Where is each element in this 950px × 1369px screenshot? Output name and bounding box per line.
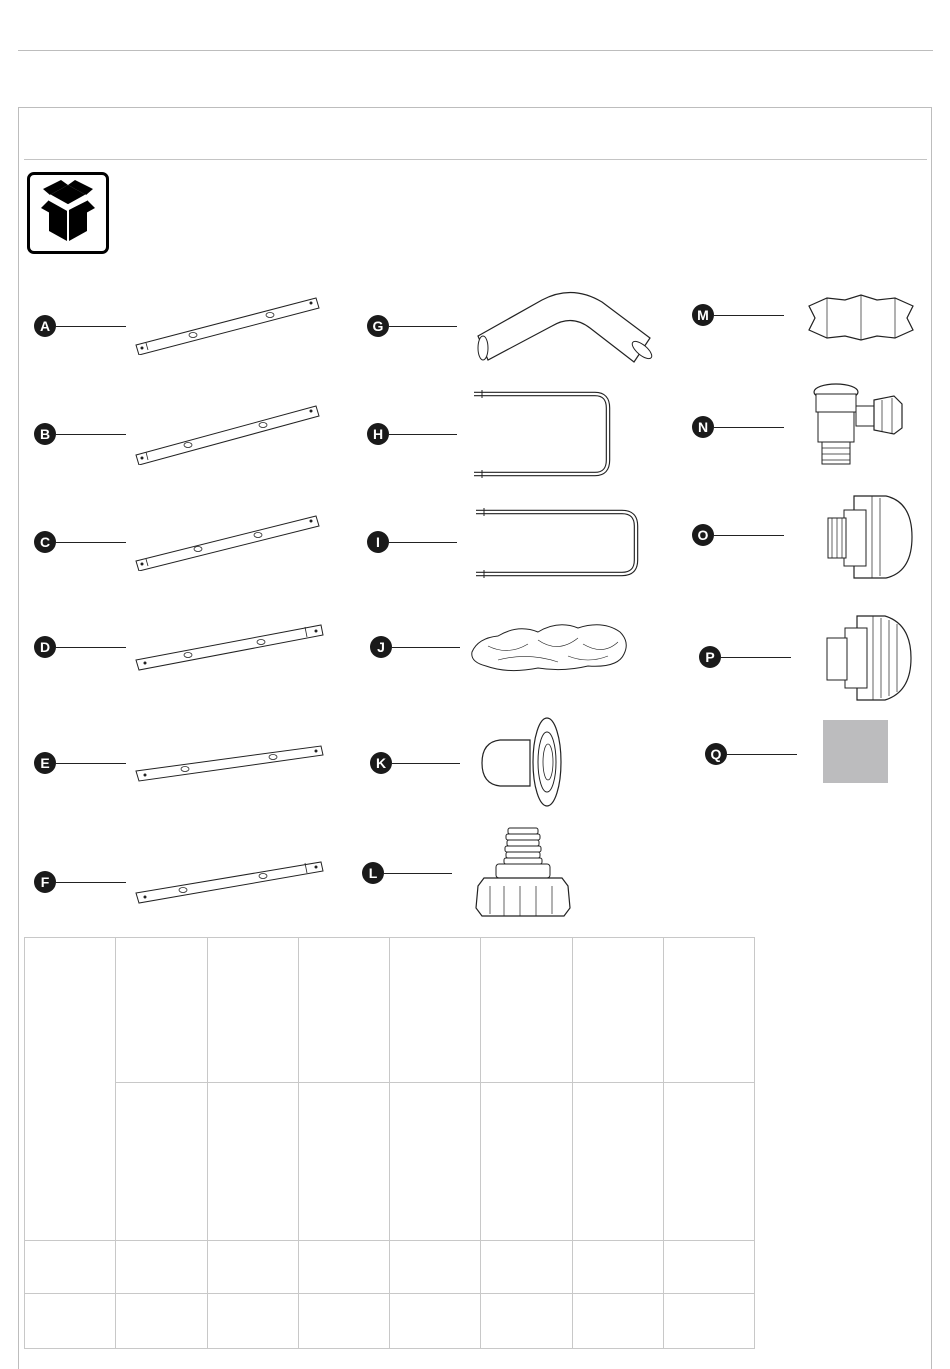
part-label-badge: O bbox=[692, 524, 714, 546]
table-cell bbox=[207, 1294, 298, 1349]
table-cell bbox=[481, 1083, 572, 1241]
leader-line bbox=[714, 535, 784, 536]
part-label-badge: C bbox=[34, 531, 56, 553]
leader-line bbox=[384, 873, 452, 874]
table-cell bbox=[390, 1241, 481, 1294]
table-row bbox=[25, 1294, 755, 1349]
table-cell bbox=[572, 1241, 663, 1294]
leader-line bbox=[714, 315, 784, 316]
table-cell bbox=[572, 1083, 663, 1241]
table-row bbox=[25, 938, 755, 1083]
leader-line bbox=[389, 542, 457, 543]
leader-line bbox=[56, 647, 126, 648]
rail-drawing bbox=[133, 513, 323, 571]
elbow-hose-drawing bbox=[472, 288, 657, 368]
table-cell bbox=[298, 1241, 389, 1294]
table-cell bbox=[298, 1294, 389, 1349]
table-cell bbox=[25, 938, 116, 1241]
rail-drawing bbox=[133, 743, 328, 785]
part-label-badge: H bbox=[367, 423, 389, 445]
part-label-badge: L bbox=[362, 862, 384, 884]
part-label-badge: F bbox=[34, 871, 56, 893]
table-cell bbox=[481, 1294, 572, 1349]
part-label-badge: K bbox=[370, 752, 392, 774]
table-cell bbox=[25, 1241, 116, 1294]
rail-drawing bbox=[133, 622, 328, 672]
table-cell bbox=[390, 938, 481, 1083]
part-label-badge: D bbox=[34, 636, 56, 658]
part-label-badge: B bbox=[34, 423, 56, 445]
table-cell bbox=[116, 938, 207, 1083]
table-cell bbox=[390, 1294, 481, 1349]
part-label-badge: A bbox=[34, 315, 56, 337]
part-label-badge: E bbox=[34, 752, 56, 774]
table-cell bbox=[207, 1083, 298, 1241]
table-cell bbox=[298, 938, 389, 1083]
strainer-connector-drawing bbox=[823, 610, 915, 706]
table-cell bbox=[25, 1294, 116, 1349]
table-cell bbox=[572, 1294, 663, 1349]
leader-line bbox=[392, 763, 460, 764]
table-cell bbox=[572, 938, 663, 1083]
leader-line bbox=[389, 326, 457, 327]
table-row bbox=[25, 1083, 755, 1241]
leader-line bbox=[56, 763, 126, 764]
rail-drawing bbox=[133, 403, 323, 465]
top-rule bbox=[18, 50, 933, 51]
part-label-badge: I bbox=[367, 531, 389, 553]
table-cell bbox=[116, 1294, 207, 1349]
leader-line bbox=[392, 647, 460, 648]
table-cell bbox=[481, 938, 572, 1083]
leader-line bbox=[56, 882, 126, 883]
drain-cap-drawing bbox=[805, 292, 917, 342]
table-cell bbox=[207, 938, 298, 1083]
table-cell bbox=[663, 1083, 754, 1241]
table-cell bbox=[663, 1294, 754, 1349]
table-cell bbox=[663, 1241, 754, 1294]
rail-drawing bbox=[133, 295, 323, 355]
part-label-badge: J bbox=[370, 636, 392, 658]
leader-line bbox=[56, 434, 126, 435]
leader-line bbox=[56, 326, 126, 327]
table-cell bbox=[116, 1083, 207, 1241]
leader-line bbox=[389, 434, 457, 435]
parts-quantity-table bbox=[24, 937, 755, 1349]
table-cell bbox=[116, 1241, 207, 1294]
package-box-icon bbox=[27, 172, 109, 254]
table-cell bbox=[298, 1083, 389, 1241]
u-pipe-drawing bbox=[472, 506, 644, 580]
leader-line bbox=[56, 542, 126, 543]
table-cell bbox=[390, 1083, 481, 1241]
strainer-connector-drawing bbox=[826, 492, 916, 582]
valve-drawing bbox=[806, 382, 906, 470]
rail-drawing bbox=[133, 859, 328, 905]
table-cell bbox=[481, 1241, 572, 1294]
part-label-badge: G bbox=[367, 315, 389, 337]
table-cell bbox=[663, 938, 754, 1083]
threaded-adapter-drawing bbox=[470, 824, 580, 920]
part-label-badge: N bbox=[692, 416, 714, 438]
u-pipe-drawing bbox=[470, 388, 615, 480]
leader-line bbox=[721, 657, 791, 658]
part-label-badge: P bbox=[699, 646, 721, 668]
cloth-bag-drawing bbox=[468, 616, 633, 674]
part-label-badge: Q bbox=[705, 743, 727, 765]
part-label-badge: M bbox=[692, 304, 714, 326]
table-row bbox=[25, 1241, 755, 1294]
skimmer-connector-drawing bbox=[480, 716, 565, 808]
table-cell bbox=[207, 1241, 298, 1294]
panel-header-rule bbox=[24, 159, 927, 160]
leader-line bbox=[714, 427, 784, 428]
leader-line bbox=[727, 754, 797, 755]
placeholder-part-image bbox=[823, 720, 888, 783]
